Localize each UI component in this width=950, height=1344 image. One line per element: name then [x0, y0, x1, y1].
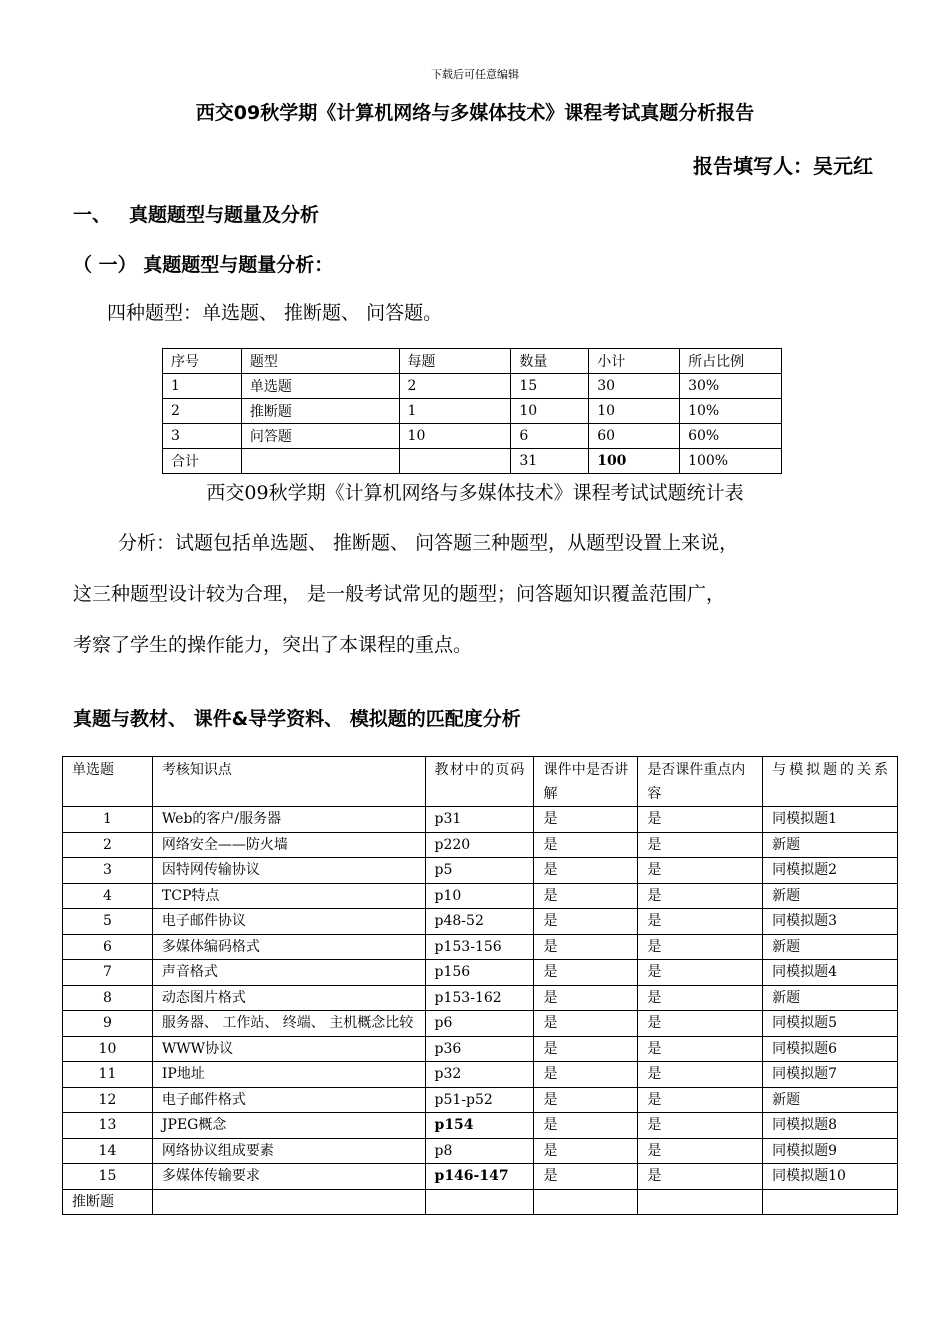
match-cell: 动态图片格式	[152, 985, 425, 1011]
match-cell: p146-147	[425, 1164, 534, 1190]
match-cell: IP地址	[152, 1062, 425, 1088]
match-row-number: 3	[63, 858, 153, 884]
match-cell: 是	[638, 858, 763, 884]
match-row-number: 10	[63, 1036, 153, 1062]
stats-cell	[399, 449, 511, 474]
match-cell: 是	[534, 858, 638, 884]
match-cell: 新题	[763, 985, 898, 1011]
match-table-row	[63, 985, 898, 1011]
match-cell: 是	[534, 1113, 638, 1139]
stats-table-row	[163, 399, 782, 424]
match-header-cell: 教材中的页码	[425, 757, 534, 807]
section-1-number: 一、	[73, 204, 112, 226]
match-cell: 是	[638, 883, 763, 909]
match-table-row	[63, 883, 898, 909]
match-cell: 是	[638, 985, 763, 1011]
match-cell: TCP特点	[152, 883, 425, 909]
match-cell	[638, 1189, 763, 1215]
match-footer-label: 推断题	[63, 1189, 153, 1215]
match-cell: p6	[425, 1011, 534, 1037]
match-cell: 同模拟题9	[763, 1138, 898, 1164]
match-table-row	[63, 1138, 898, 1164]
match-cell: 新题	[763, 1087, 898, 1113]
match-cell: 同模拟题1	[763, 807, 898, 833]
match-cell: Web的客户/服务器	[152, 807, 425, 833]
match-cell: p153-156	[425, 934, 534, 960]
section-1-text: 真题题型与题量及分析	[129, 204, 320, 226]
analysis-line: 考察了学生的操作能力，突出了本课程的重点。	[73, 634, 473, 656]
match-cell: 是	[534, 883, 638, 909]
analysis-line: 这三种题型设计较为合理， 是一般考试常见的题型；问答题知识覆盖范围广，	[73, 583, 726, 605]
match-cell: 同模拟题2	[763, 858, 898, 884]
stats-header-cell: 小计	[589, 349, 680, 374]
match-table-header	[63, 757, 898, 807]
match-cell: 是	[638, 1062, 763, 1088]
match-cell: 网络安全——防火墙	[152, 832, 425, 858]
match-table-footer-row	[63, 1189, 898, 1215]
match-cell: p220	[425, 832, 534, 858]
report-author: 报告填写人：吴元红	[693, 154, 873, 178]
match-cell: p51-p52	[425, 1087, 534, 1113]
stats-cell: 问答题	[241, 424, 399, 449]
match-row-number: 15	[63, 1164, 153, 1190]
match-cell: 是	[534, 985, 638, 1011]
stats-header-cell: 数量	[511, 349, 589, 374]
match-cell: 新题	[763, 934, 898, 960]
match-table-row	[63, 832, 898, 858]
match-cell: 多媒体传输要求	[152, 1164, 425, 1190]
match-table	[62, 756, 898, 1215]
match-cell: 是	[534, 1011, 638, 1037]
match-cell: p8	[425, 1138, 534, 1164]
match-cell: p31	[425, 807, 534, 833]
match-table-row	[63, 807, 898, 833]
match-header-cell: 是否课件重点内容	[638, 757, 763, 807]
match-cell: 是	[534, 1062, 638, 1088]
analysis-line: 分析：试题包括单选题、 推断题、 问答题三种题型，从题型设置上来说，	[118, 532, 739, 554]
stats-header-cell: 所占比例	[680, 349, 782, 374]
stats-cell: 10	[399, 424, 511, 449]
stats-cell: 3	[163, 424, 242, 449]
match-cell	[763, 1189, 898, 1215]
match-cell: p5	[425, 858, 534, 884]
match-row-number: 11	[63, 1062, 153, 1088]
match-row-number: 4	[63, 883, 153, 909]
match-row-number: 12	[63, 1087, 153, 1113]
stats-cell: 60%	[680, 424, 782, 449]
match-cell: 是	[638, 1138, 763, 1164]
match-cell: 是	[638, 832, 763, 858]
stats-table-row	[163, 424, 782, 449]
stats-header-cell: 每题	[399, 349, 511, 374]
match-table-row	[63, 1087, 898, 1113]
match-table-row	[63, 1036, 898, 1062]
stats-cell: 100%	[680, 449, 782, 474]
match-table-row	[63, 1011, 898, 1037]
match-table-row	[63, 1113, 898, 1139]
stats-total-score: 100	[589, 449, 680, 474]
stats-cell: 单选题	[241, 374, 399, 399]
match-cell: 同模拟题5	[763, 1011, 898, 1037]
stats-cell: 合计	[163, 449, 242, 474]
match-cell: 网络协议组成要素	[152, 1138, 425, 1164]
match-cell	[425, 1189, 534, 1215]
stats-cell: 30%	[680, 374, 782, 399]
match-cell: 是	[534, 807, 638, 833]
stats-cell: 10	[589, 399, 680, 424]
match-cell: 同模拟题10	[763, 1164, 898, 1190]
stats-cell: 10	[511, 399, 589, 424]
stats-cell: 31	[511, 449, 589, 474]
section-1-heading	[73, 200, 319, 227]
match-cell: 是	[638, 1164, 763, 1190]
match-cell: 是	[638, 909, 763, 935]
stats-table-total-row	[163, 449, 782, 474]
stats-table	[162, 348, 782, 474]
match-cell: 新题	[763, 832, 898, 858]
match-row-number: 8	[63, 985, 153, 1011]
match-cell: JPEG概念	[152, 1113, 425, 1139]
question-types-text: 四种题型：单选题、 推断题、 问答题。	[107, 302, 443, 324]
match-row-number: 2	[63, 832, 153, 858]
match-cell: 是	[534, 1087, 638, 1113]
match-row-number: 1	[63, 807, 153, 833]
match-cell: 同模拟题6	[763, 1036, 898, 1062]
stats-cell: 1	[163, 374, 242, 399]
match-header-cell: 课件中是否讲解	[534, 757, 638, 807]
match-table-row	[63, 1164, 898, 1190]
match-cell: 多媒体编码格式	[152, 934, 425, 960]
header-note: 下载后可任意编辑	[431, 68, 519, 81]
match-cell: 是	[534, 960, 638, 986]
match-cell: 新题	[763, 883, 898, 909]
match-cell: 是	[638, 934, 763, 960]
subsection-1a-heading: （ 一） 真题题型与题量分析：	[73, 254, 334, 276]
table-caption: 西交09秋学期《计算机网络与多媒体技术》课程考试试题统计表	[206, 482, 744, 504]
match-cell: 电子邮件格式	[152, 1087, 425, 1113]
match-cell: 是	[638, 807, 763, 833]
stats-cell: 15	[511, 374, 589, 399]
stats-cell: 60	[589, 424, 680, 449]
match-cell: p156	[425, 960, 534, 986]
match-cell: p10	[425, 883, 534, 909]
match-header-cell: 考核知识点	[152, 757, 425, 807]
match-cell: 电子邮件协议	[152, 909, 425, 935]
match-cell: 服务器、 工作站、 终端、 主机概念比较	[152, 1011, 425, 1037]
match-table-row	[63, 909, 898, 935]
stats-cell: 6	[511, 424, 589, 449]
section-2-heading: 真题与教材、 课件&导学资料、 模拟题的匹配度分析	[73, 708, 521, 730]
match-row-number: 6	[63, 934, 153, 960]
stats-cell: 推断题	[241, 399, 399, 424]
match-cell: 同模拟题8	[763, 1113, 898, 1139]
match-table-row	[63, 960, 898, 986]
analysis-paragraph	[73, 518, 878, 671]
match-cell: p153-162	[425, 985, 534, 1011]
match-cell: p36	[425, 1036, 534, 1062]
match-cell: 是	[638, 960, 763, 986]
stats-cell: 1	[399, 399, 511, 424]
stats-table-header	[163, 349, 782, 374]
stats-cell: 10%	[680, 399, 782, 424]
stats-cell: 30	[589, 374, 680, 399]
match-cell: 是	[534, 1138, 638, 1164]
match-cell: 是	[638, 1011, 763, 1037]
stats-cell: 2	[163, 399, 242, 424]
match-cell: 同模拟题7	[763, 1062, 898, 1088]
stats-cell	[241, 449, 399, 474]
match-row-number: 14	[63, 1138, 153, 1164]
match-cell: 是	[534, 909, 638, 935]
match-cell: 同模拟题3	[763, 909, 898, 935]
match-row-number: 7	[63, 960, 153, 986]
match-cell: p48-52	[425, 909, 534, 935]
match-cell: 同模拟题4	[763, 960, 898, 986]
match-header-cell: 与模拟题的关系	[763, 757, 898, 807]
match-cell	[152, 1189, 425, 1215]
document-title: 西交09秋学期《计算机网络与多媒体技术》课程考试真题分析报告	[195, 102, 755, 124]
match-cell: 是	[638, 1087, 763, 1113]
match-cell: p32	[425, 1062, 534, 1088]
match-cell: 是	[534, 832, 638, 858]
match-table-row	[63, 858, 898, 884]
stats-table-row	[163, 374, 782, 399]
match-table-row	[63, 1062, 898, 1088]
match-cell: 是	[534, 1164, 638, 1190]
match-cell: 声音格式	[152, 960, 425, 986]
match-cell: 是	[638, 1036, 763, 1062]
match-cell	[534, 1189, 638, 1215]
match-cell: 是	[638, 1113, 763, 1139]
match-row-number: 9	[63, 1011, 153, 1037]
match-cell: 是	[534, 934, 638, 960]
stats-header-cell: 序号	[163, 349, 242, 374]
match-table-row	[63, 934, 898, 960]
stats-header-cell: 题型	[241, 349, 399, 374]
stats-cell: 2	[399, 374, 511, 399]
match-row-number: 13	[63, 1113, 153, 1139]
match-cell: p154	[425, 1113, 534, 1139]
match-header-cell: 单选题	[63, 757, 153, 807]
match-row-number: 5	[63, 909, 153, 935]
match-cell: WWW协议	[152, 1036, 425, 1062]
match-cell: 是	[534, 1036, 638, 1062]
match-cell: 因特网传输协议	[152, 858, 425, 884]
